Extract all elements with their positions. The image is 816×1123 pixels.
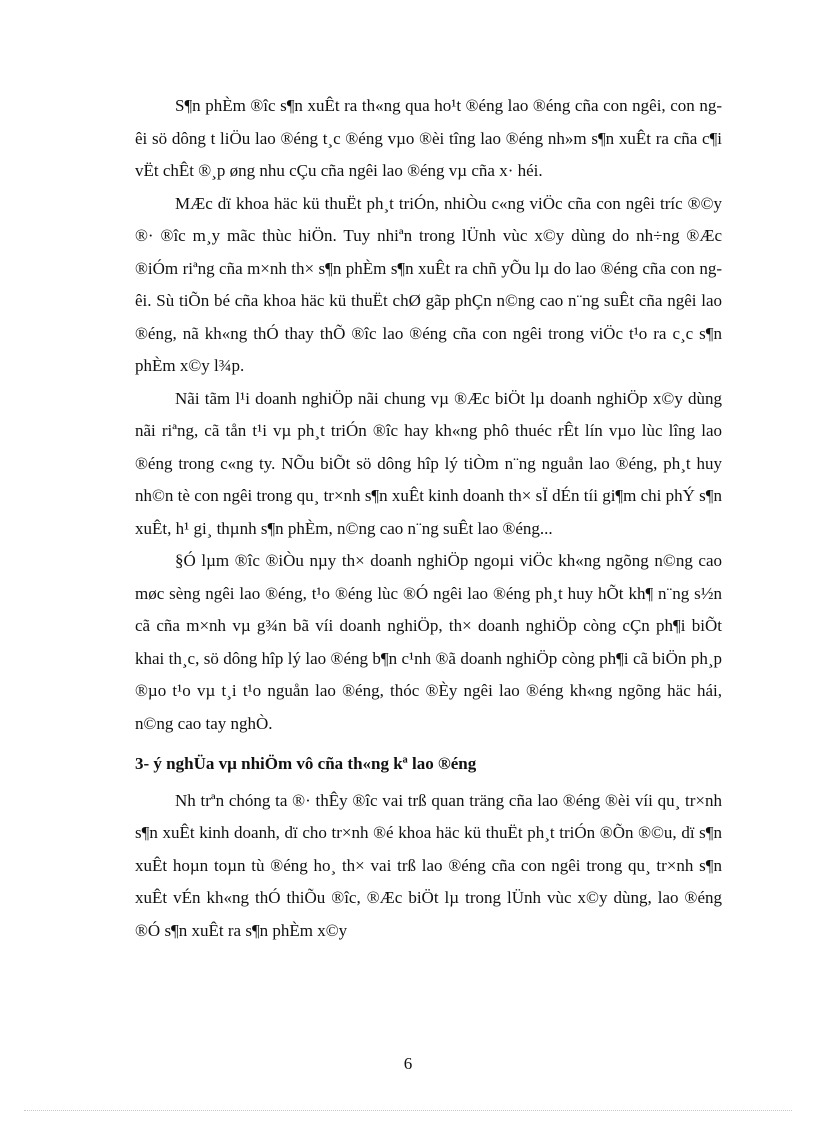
paragraph: S¶n phÈm ®îc s¶n xuÊt ra th«ng qua ho¹t ®éng lao ®éng cña con ngêi, con ngêi sö dông t liÖu lao ®éng t¸c ®éng vµo ®èi tîng lao ®éng nh»m s¶n xuÊt ra cña c¶i vËt chÊt ®¸p øng nhu cÇu cña ngêi lao ®éng vµ cña x· héi.: [135, 96, 722, 180]
paragraph: MÆc dï khoa häc kü thuËt ph¸t triÓn, nhiÒu c«ng viÖc cña con ngêi tríc ®©y ®· ®îc m¸y mãc thùc hiÖn. Tuy nhiªn trong lÜnh vùc x©y dùng do nh÷ng ®Æc ®iÓm riªng cña m×nh th× s¶n phÈm s¶n xuÊt ra chñ yÕu lµ do lao ®éng cña con ngêi. Sù tiÕn bé cña khoa häc kü thuËt chØ gãp phÇn n©ng cao n¨ng suÊt cña ngêi lao ®éng, nã kh«ng thÓ thay thÕ ®îc lao ®éng cña con ngêi trong viÖc t¹o ra c¸c s¶n phÈm x©y l¾p.: [135, 193, 722, 375]
section-heading: 3- ý nghÜa vµ nhiÖm vô cña th«ng kª lao ®éng: [135, 754, 477, 773]
page-number: 6: [403, 1054, 413, 1073]
body-text: [135, 90, 722, 947]
paragraph: §Ó lµm ®îc ®iÒu nµy th× doanh nghiÖp ngoµi viÖc kh«ng ngõng n©ng cao møc sèng ngêi lao ®éng, t¹o ®éng lùc ®Ó ngêi lao ®éng ph¸t huy hÕt kh¶ n¨ng s½n cã cña m×nh vµ g¾n bã víi doanh nghiÖp, th× doanh nghiÖp còng cÇn ph¶i biÕt khai th¸c, sö dông hîp lý lao ®éng b¶n c¹nh ®ã doanh nghiÖp còng ph¶i cã biÖn ph¸p ®µo t¹o vµ t¸i t¹o nguån lao ®éng, thóc ®Èy ngêi lao ®éng kh«ng ngõng häc hái, n©ng cao tay nghÒ.: [135, 551, 722, 733]
page-divider: [24, 1110, 792, 1111]
paragraph: Nh trªn chóng ta ®· thÊy ®îc vai trß quan träng cña lao ®éng ®èi víi qu¸ tr×nh s¶n xuÊt kinh doanh, dï cho tr×nh ®é khoa häc kü thuËt ph¸t triÓn ®Õn ®©u, dï s¶n xuÊt hoµn toµn tù ®éng ho¸ th× vai trß lao ®éng cña con ngêi trong qu¸ tr×nh s¶n xuÊt vÉn kh«ng thÓ thiÕu ®îc, ®Æc biÖt lµ trong lÜnh vùc x©y dùng, lao ®éng ®Ó s¶n xuÊt ra s¶n phÈm x©y: [135, 790, 722, 940]
paragraph: Nãi tãm l¹i doanh nghiÖp nãi chung vµ ®Æc biÖt lµ doanh nghiÖp x©y dùng nãi riªng, cã tån t¹i vµ ph¸t triÓn ®îc hay kh«ng phô thuéc rÊt lín vµo lùc lîng lao ®éng trong c«ng ty. NÕu biÕt sö dông hîp lý tiÒm n¨ng nguån lao ®éng, ph¸t huy nh©n tè con ngêi trong qu¸ tr×nh s¶n xuÊt kinh doanh th× sÏ dÉn tíi gi¶m chi phÝ s¶n xuÊt, h¹ gi¸ thµnh s¶n phÈm, n©ng cao n¨ng suÊt lao ®éng...: [135, 388, 722, 538]
